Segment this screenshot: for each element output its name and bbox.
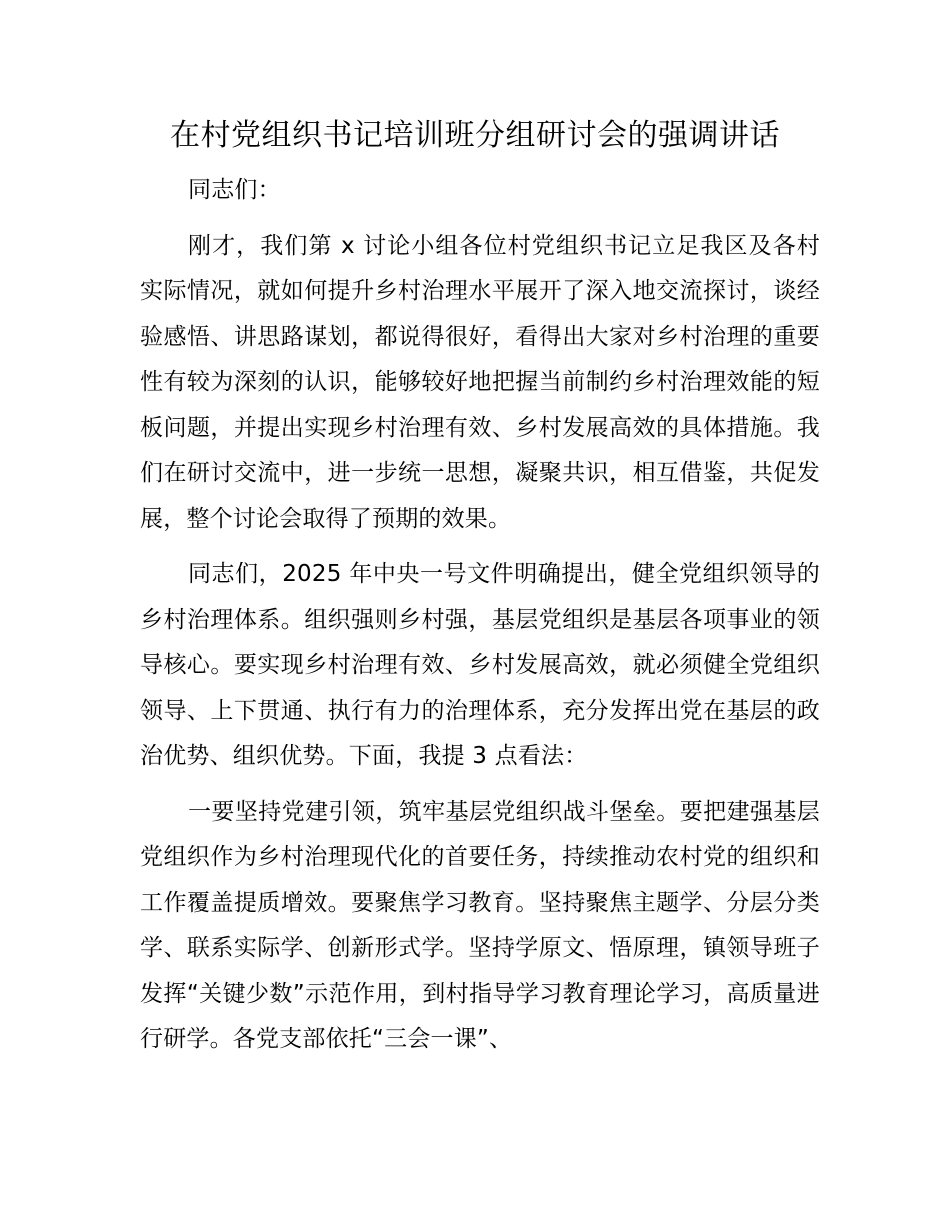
- paragraph-point-one: 一要坚持党建引领，筑牢基层党组织战斗堡垒。要把建强基层党组织作为乡村治理现代化的首要任务，持续推动农村党的组织和工作覆盖提质增效。要聚焦学习教育。坚持聚焦主题学、分层分类学、联系实际学、创新形式学。坚持学原文、悟原理，镇领导班子发挥“关键少数”示范作用，到村指导学习教育理论学习，高质量进行研学。各党支部依托“三会一课”、: [140, 798, 820, 1052]
- paragraph-background: 同志们，2025 年中央一号文件明确提出，健全党组织领导的乡村治理体系。组织强则乡村强，基层党组织是基层各项事业的领导核心。要实现乡村治理有效、乡村发展高效，就必须健全党组织领导、上下贯通、执行有力的治理体系，充分发挥出党在基层的政治优势、组织优势。下面，我提 3 点看法：: [140, 561, 820, 769]
- document-title: 在村党组织书记培训班分组研讨会的强调讲话: [170, 118, 780, 153]
- salutation: 同志们：: [188, 177, 281, 203]
- paragraph-opening: 刚才，我们第 x 讨论小组各位村党组织书记立足我区及各村实际情况，就如何提升乡村治理水平展开了深入地交流探讨，谈经验感悟、讲思路谋划，都说得很好，看得出大家对乡村治理的重要性有较为深刻的认识，能够较好地把握当前制约乡村治理效能的短板问题，并提出实现乡村治理有效、乡村发展高效的具体措施。我们在研讨交流中，进一步统一思想，凝聚共识，相互借鉴，共促发展，整个讨论会取得了预期的效果。: [140, 232, 820, 532]
- document-body: [140, 168, 820, 1063]
